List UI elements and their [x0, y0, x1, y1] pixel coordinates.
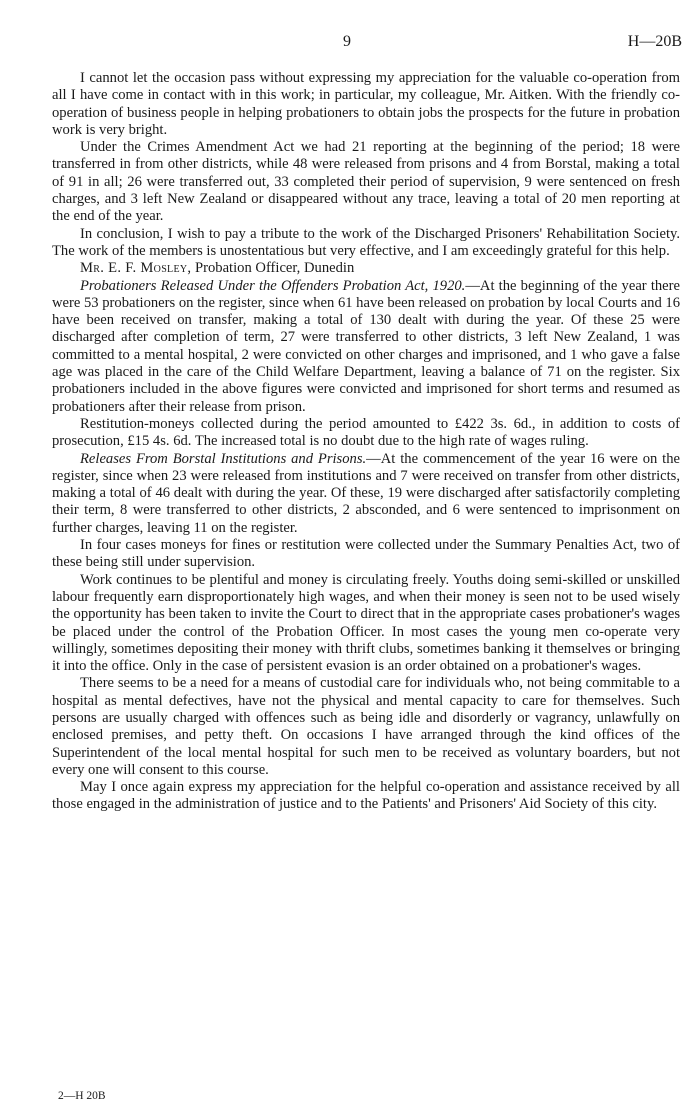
section-heading	[52, 260, 680, 277]
paragraph-borstal	[52, 451, 680, 537]
officer-name: Mr. E. F. Mosley,	[80, 260, 192, 277]
paragraph-final-appreciation: May I once again express my appreciation for the helpful co-operation and assistance received by all those engaged in the administration of justice and to the Patients' and Prisoners' Aid Society of this city.	[52, 779, 680, 813]
footer-signature: 2—H 20B	[58, 1090, 106, 1102]
paragraph-summary-penalties: In four cases moneys for fines or restitution were collected under the Summary Penalties Act, two of these being still under supervision.	[52, 537, 680, 571]
paragraph-lead-borstal: Releases From Borstal Institutions and Prisons.	[80, 450, 367, 467]
paragraph-appreciation: I cannot let the occasion pass without expressing my appreciation for the valuable co-operation from all I have come in contact with in this work; in particular, my colleague, Mr. Aitken. With the friendly co-operation of business people in helping probationers to obtain jobs the prospects for the future in probation work is very bright.	[52, 70, 680, 138]
paragraph-text-borstal: —At the commencement of the year 16 were on the register, since when 23 were released from institutions and 7 were received on transfer from other districts, making a total of 46 dealt with during the year. Of these, 19 were discharged after satisfactorily completing their term, 8 were transferred to other districts, 2 absconded, and 6 were sentenced to imprisonment on further charges, leaving 11 on the register.	[52, 450, 680, 536]
paragraph-crimes-amendment: Under the Crimes Amendment Act we had 21 reporting at the beginning of the period; 18 were transferred in from other districts, while 48 were released from prisons and 4 from Borstal, making a total of 91 in all; 26 were transferred out, 33 completed their period of supervision, 9 were sentenced on fresh charges, and 3 left New Zealand or disappeared without any trace, leaving a total of 20 men reporting at the end of the year.	[52, 139, 680, 225]
page-number: 9	[343, 33, 351, 50]
officer-role: Probation Officer, Dunedin	[191, 260, 355, 277]
paragraph-work-wages: Work continues to be plentiful and money is circulating freely. Youths doing semi-skilled or unskilled labour frequently earn disproportionately high wages, and when their money is seen not to be used wisely the opportunity has been taken to invite the Court to direct that in the appropriate cases probationer's wages be placed under the control of the Probation Officer. In most cases the young men co-operate very willingly, sometimes depositing their money with thrift clubs, sometimes banking it themselves or bringing it into the office. Only in the case of persistent evasion is an order obtained on a probationer's wages.	[52, 571, 680, 675]
paragraph-text-probationers: —At the beginning of the year there were 53 probationers on the register, since when 61 have been released on probation by local Courts and 16 have been received on transfer, making a total of 130 dealt with during the year. Of these 25 were discharged after completion of term, 27 were transferred to other districts, 3 left New Zealand, 1 was committed to a mental hospital, 2 were convicted on other charges and imprisoned, and 1 who gave a false age was placed in the care of the Child Welfare Department, leaving a balance of 71 on the register. Six probationers included in the above figures were convicted and imprisoned for short terms and resumed as probationers after their release from prison.	[52, 277, 680, 415]
paragraph-custodial-care: There seems to be a need for a means of custodial care for individuals who, not being commitable to a hospital as mental defectives, have not the physical and mental capacity to care for themselves. Such persons are usually charged with offences such as being idle and disorderly or vagrancy, unlawfully on enclosed premises, and petty theft. On occasions I have arranged through the kind offices of the Superintendent of the local mental hospital for such men to be received as voluntary boarders, but not every one will consent to this course.	[52, 675, 680, 778]
document-body	[52, 70, 680, 814]
document-reference: H—20B	[627, 33, 682, 50]
paragraph-lead-probationers: Probationers Released Under the Offenders Probation Act, 1920.	[80, 277, 466, 294]
paragraph-probationers	[52, 278, 680, 416]
paragraph-conclusion: In conclusion, I wish to pay a tribute to the work of the Discharged Prisoners' Rehabilitation Society. The work of the members is unostentatious but very effective, and I am exceedingly grateful for this help.	[52, 225, 680, 259]
paragraph-restitution: Restitution-moneys collected during the period amounted to £422 3s. 6d., in addition to costs of prosecution, £15 4s. 6d. The increased total is no doubt due to the high rate of wages ruling.	[52, 415, 680, 450]
